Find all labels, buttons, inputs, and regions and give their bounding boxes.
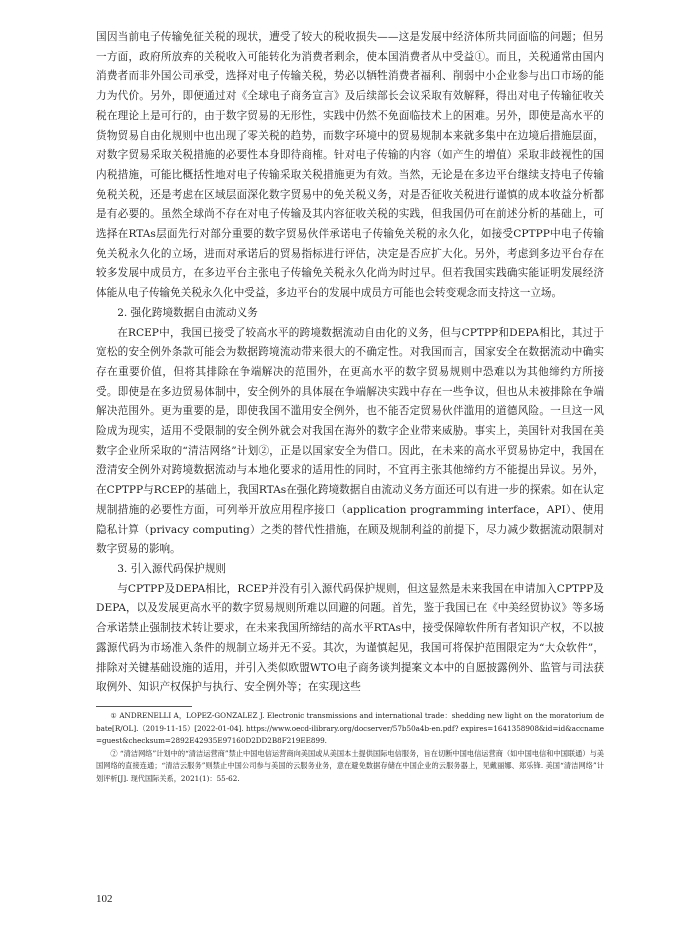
section-3-paragraph: 与CPTPP及DEPA相比，RCEP并没有引入源代码保护规则，但这显然是未来我国在申请加入CPTPP及DEPA，以及发展更高水平的数字贸易规则所难以回避的问题。首先，鉴于我国已在《中美经贸协议》等多场合承诺禁止强制技术转让要求，在未来我国所缔结的高水平RTAs中，接受保障软件所有者知识产权，不以披露源代码为市场准入条件的规制立场并无不妥。其次，为谨慎起见，我国可将保护范围限定为“大众软件”，排除对关键基础设施的适用，并引入类似欧盟WTO电子商务谈判提案文本中的自愿披露例外、监管与司法获取例外、知识产权保护与执行、安全例外等；在实现这些: [96, 582, 604, 694]
footnotes: [96, 710, 604, 786]
footnote-2: ② “清洁网络”计划中的“清洁运营商”禁止中国电信运营商向美国或从美国本土提供国际电信服务，旨在切断中国电信运营商（如中国电信和中国联通）与美国网络的直接连通；“清洁云服务”则禁止中国公司参与美国的云服务业务，意在避免数据存储在中国企业的云服务器上，见戴丽娜、郑乐锋. 美国“清洁网络”计划评析[J]. 现代国际关系，2021(1)：55-62.: [96, 748, 604, 783]
footnote-divider: [96, 706, 192, 707]
page-number: 102: [96, 893, 113, 905]
main-text: [96, 28, 604, 698]
section-heading-2: 2. 强化跨境数据自由流动义务: [117, 306, 258, 319]
section-2-paragraph: 在RCEP中，我国已接受了较高水平的跨境数据流动自由化的义务，但与CPTPP和DEPA相比，其过于宽松的安全例外条款可能会为数据跨境流动带来很大的不确定性。对我国而言，国家安全在数据流动中确实存在重要价值，但将其排除在争端解决的范围外，在更高水平的数字贸易规则中恐难以为其他缔约方所接受。即使是在多边贸易体制中，安全例外的具体展在争端解决实践中存在一些争议，但也从未被排除在争端解决范围外。更为重要的是，即使我国不滥用安全例外，也不能否定贸易伙伴滥用的道德风险。一旦这一风险成为现实，适用不受限制的安全例外就会对我国在海外的数字企业带来威胁。事实上，美国针对我国在美数字企业所采取的“清洁网络”计划②，正是以国家安全为借口。因此，在未来的高水平贸易协定中，我国在澄清安全例外对跨境数据流动与本地化要求的适用性的同时，不宜再主张其他缔约方不能提出异议。另外，在CPTPP与RCEP的基础上，我国RTAs在强化跨境数据自由流动义务方面还可以有进一步的探索。如在认定规制措施的必要性方面，可列举开放应用程序接口（application programming interface，API）、使用隐私计算（privacy computing）之类的替代性措施，在顾及规制利益的前提下，尽力减少数据流动限制对数字贸易的影响。: [96, 326, 605, 556]
paragraph-continued: 国因当前电子传输免征关税的现状，遭受了较大的税收损失——这是发展中经济体所共同面临的问题；但另一方面，政府所放弃的关税收入可能转化为消费者剩余，使本国消费者从中受益①。而且，关税通常由国内消费者而非外国公司承受，选择对电子传输关税，势必以牺牲消费者福利、削弱中小企业参与出口市场的能力为代价。另外，即便通过对《全球电子商务宣言》及后续部长会议采取有效解释，得出对电子传输征收关税在理论上是可行的，由于数字贸易的无形性，实践中仍然不免面临技术上的困难。另外，即使是高水平的货物贸易自由化规则中也出现了零关税的趋势，而数字环境中的贸易规制本来就多集中在边境后措施层面，对数字贸易采取关税措施的必要性本身即待商榷。针对电子传输的内容（如产生的增值）采取非歧视性的国内税措施，可能比概括性地对电子传输采取关税措施更为有效。当然，无论是在多边平台继续支持电子传输免税关税，还是考虑在区域层面深化数字贸易中的免关税义务，对是否征收关税进行谨慎的成本收益分析都是有必要的。虽然全球尚不存在对电子传输及其内容征收关税的实践，但我国仍可在前述分析的基础上，可选择在RTAs层面先行对部分重要的数字贸易伙伴承诺电子传输免关税的永久化，如接受CPTPP中电子传输免关税永久化的立场，进而对承诺后的贸易指标进行评估，决定是否应扩大化。另外，考虑到多边平台存在较多发展中成员方，在多边平台主张电子传输免关税永久化尚为时过早。但若我国实践确实能证明发展经济体能从电子传输免关税永久化中受益，多边平台的发展中成员方可能也会转变观念而支持这一立场。: [96, 31, 604, 300]
section-heading-3: 3. 引入源代码保护规则: [117, 562, 227, 575]
footnote-1: ① ANDRENELLI A，LOPEZ-GONZALEZ J. Electronic transmissions and international trade：shedding new light on the moratorium debate[R/OL].（2019-11-15）[2022-01-04]. https://www.oecd-ilibrary.org/docserver/57b50a4b-en.pdf? expires=1641358908&id=id&accname=guest&checksum=2892E42935E97160D2DD2B8F219EE899.: [96, 710, 604, 746]
